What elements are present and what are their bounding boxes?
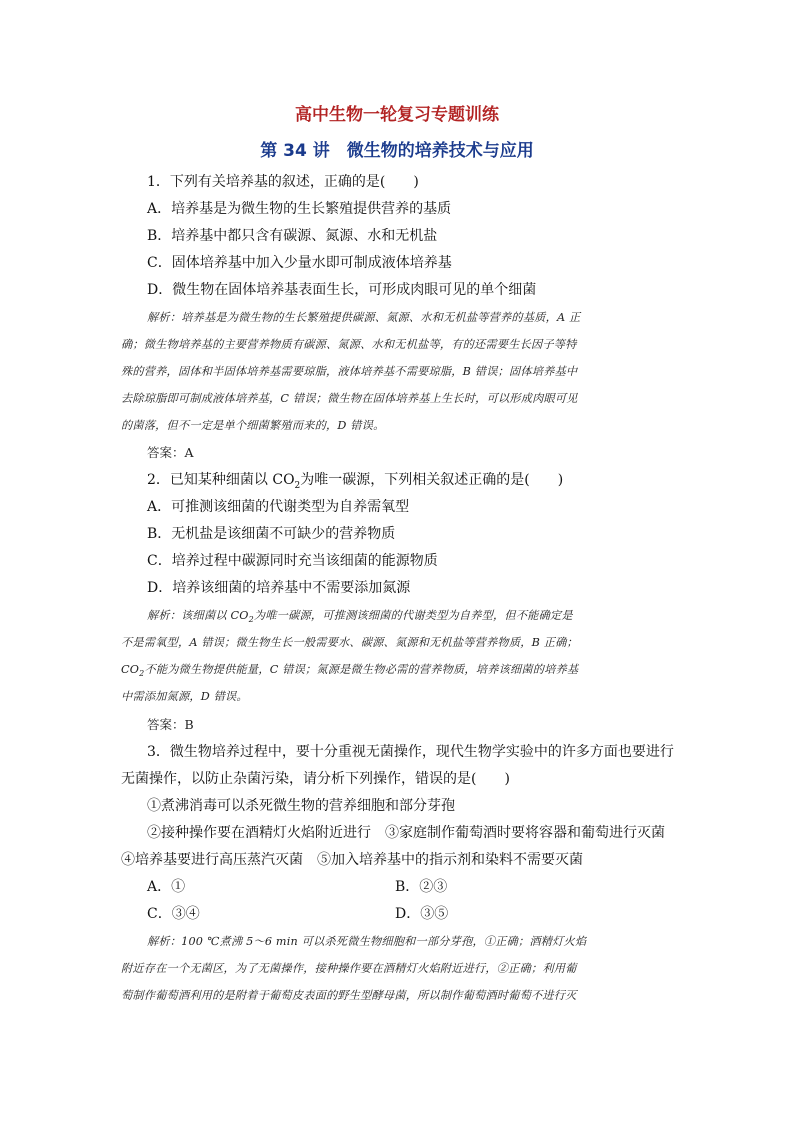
q2-answer: 答案：B — [147, 717, 194, 732]
q2-explanation-line: $CO_2$不能为微生物提供能量，C 错误；氮源是微生物必需的营养物质，培养该细菌的培养基 — [121, 663, 579, 679]
q3-option-c: C．③④ — [147, 906, 200, 922]
q2-explanation-line: 解析：该细菌以 $CO_2$为唯一碳源，可推测该细菌的代谢类型为自养型，但不能确定是 — [147, 609, 573, 625]
q1-option-d: D．微生物在固体培养基表面生长，可形成肉眼可见的单个细菌 — [147, 282, 537, 298]
q2-explanation-line: 中需添加氮源，D 错误。 — [121, 690, 248, 703]
q1-option-c: C．固体培养基中加入少量水即可制成液体培养基 — [147, 255, 452, 271]
q1-option-a: A．培养基是为微生物的生长繁殖提供营养的基质 — [147, 201, 452, 217]
q3-explanation-line: 附近存在一个无菌区，为了无菌操作，接种操作要在酒精灯火焰附近进行，②正确；利用葡 — [121, 962, 577, 975]
q2-option-c: C．培养过程中碳源同时充当该细菌的能源物质 — [147, 553, 438, 569]
q3-stem-continued: 无菌操作，以防止杂菌污染，请分析下列操作，错误的是( ) — [121, 771, 510, 787]
q2-option-b: B．无机盐是该细菌不可缺少的营养物质 — [147, 526, 396, 542]
q2-option-d: D．培养该细菌的培养基中不需要添加氮源 — [147, 580, 411, 596]
q1-explanation-line: 解析：培养基是为微生物的生长繁殖提供碳源、氮源、水和无机盐等营养的基质，A 正 — [147, 311, 581, 324]
q1-explanation-line: 去除琼脂即可制成液体培养基，C 错误；微生物在固体培养基上生长时，可以形成肉眼可见 — [121, 392, 578, 405]
q1-answer: 答案：A — [147, 445, 194, 460]
doc-title: 高中生物一轮复习专题训练 — [295, 105, 499, 125]
q1-explanation-line: 殊的营养，固体和半固体培养基需要琼脂，液体培养基不需要琼脂，B 错误；固体培养基中 — [121, 365, 578, 378]
q2-explanation-line: 不是需氧型，A 错误；微生物生长一般需要水、碳源、氮源和无机盐等营养物质，B 正确； — [121, 636, 578, 649]
subscript-2: 2 — [294, 480, 301, 491]
q1-explanation-line: 的菌落，但不一定是单个细菌繁殖而来的，D 错误。 — [121, 419, 385, 432]
q3-stem: 3．微生物培养过程中，要十分重视无菌操作，现代生物学实验中的许多方面也要进行 — [147, 744, 674, 760]
q3-explanation-line: 萄制作葡萄酒利用的是附着于葡萄皮表面的野生型酵母菌，所以制作葡萄酒时葡萄不进行灭 — [121, 989, 577, 1002]
subscript-2: 2 — [248, 615, 254, 625]
q3-option-a: A．① — [147, 879, 186, 895]
q2-option-a: A．可推测该细菌的代谢类型为自养需氧型 — [147, 499, 410, 515]
lesson-title: 第 34 讲 微生物的培养技术与应用 — [260, 141, 534, 161]
q3-item: ④培养基要进行高压蒸汽灭菌 ⑤加入培养基中的指示剂和染料不需要灭菌 — [121, 852, 583, 868]
q1-stem: 1．下列有关培养基的叙述，正确的是( ) — [147, 174, 419, 190]
subscript-2: 2 — [139, 669, 145, 679]
q2-stem: 2．已知某种细菌以 $CO_2$为唯一碳源，下列相关叙述正确的是( ) — [147, 472, 564, 491]
q1-option-b: B．培养基中都只含有碳源、氮源、水和无机盐 — [147, 228, 438, 244]
q3-option-b: B．②③ — [395, 879, 448, 895]
q1-explanation-line: 确；微生物培养基的主要营养物质有碳源、氮源、水和无机盐等，有的还需要生长因子等特 — [121, 338, 577, 351]
q3-item: ②接种操作要在酒精灯火焰附近进行 ③家庭制作葡萄酒时要将容器和葡萄进行灭菌 — [147, 825, 665, 841]
q3-explanation-line: 解析：100 ℃煮沸 5～6 min 可以杀死微生物细胞和一部分芽孢，①正确；酒精灯火焰 — [147, 935, 587, 948]
q3-option-d: D．③⑤ — [395, 906, 449, 922]
q3-item: ①煮沸消毒可以杀死微生物的营养细胞和部分芽孢 — [147, 798, 455, 814]
